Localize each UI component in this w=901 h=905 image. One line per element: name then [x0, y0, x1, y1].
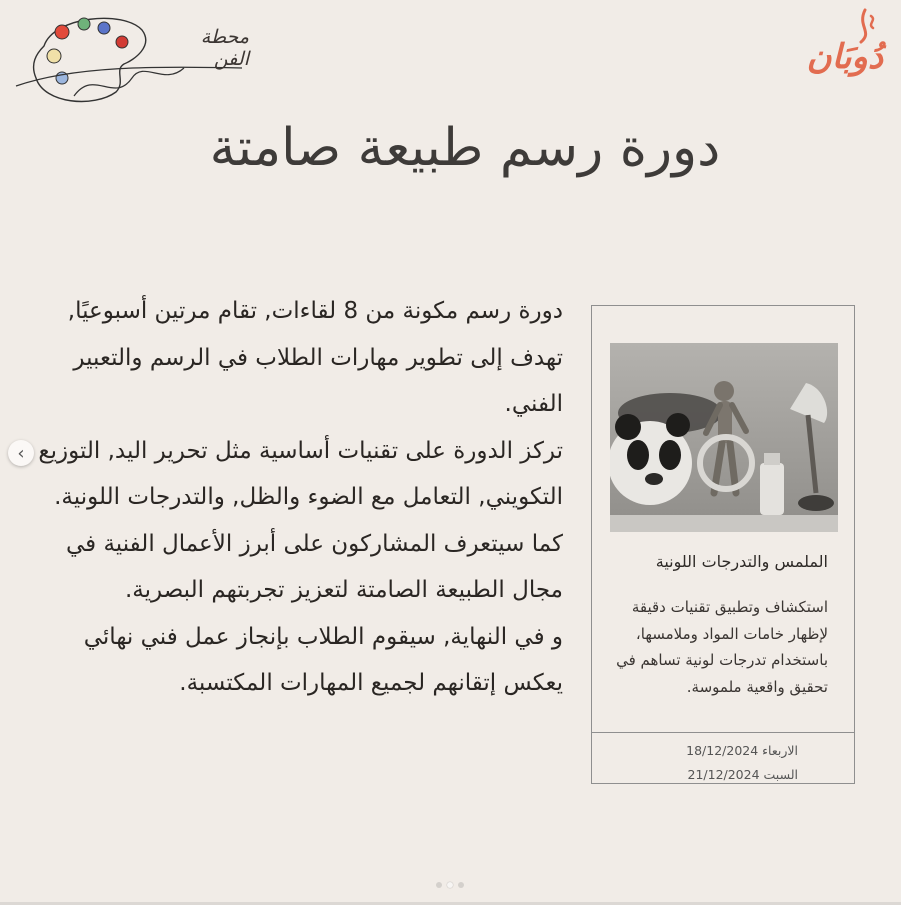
description-paragraph: و في النهاية, سيقوم الطلاب بإنجاز عمل فني نهائي يعكس إتقانهم لجميع المهارات المكتسبة. [83, 623, 563, 696]
page-title: دورة رسم طبيعة صامتة [209, 118, 721, 178]
chevron-left-icon: ‹ [17, 442, 25, 464]
still-life-image [610, 343, 838, 532]
session-date: الاربعاء 18/12/2024 [686, 743, 798, 758]
session-description: استكشاف وتطبيق تقنيات دقيقة لإظهار خامات المواد وملامسها، باستخدام تدرجات لونية تساهم في تحقيق واقعية ملموسة. [616, 598, 828, 696]
still-life-drawing [610, 343, 838, 532]
session-date: السبت 21/12/2024 [687, 767, 798, 782]
session-title: الملمس والتدرجات اللونية [655, 552, 828, 571]
session-card [591, 305, 855, 784]
carousel-dot[interactable] [436, 882, 442, 888]
carousel-dot[interactable] [458, 882, 464, 888]
art-station-logo [14, 8, 249, 120]
description-paragraph: تركز الدورة على تقنيات أساسية مثل تحرير اليد, التوزيع التكويني, التعامل مع الضوء والظل, والتدرجات اللونية. [38, 437, 563, 510]
dooban-logo-text: دُوبَان [806, 37, 883, 77]
description-paragraph: دورة رسم مكونة من 8 لقاءات, تقام مرتين أسبوعيًا, تهدف إلى تطوير مهارات الطلاب في الرسم والتعبير الفني. [67, 298, 563, 417]
carousel-indicator [436, 882, 464, 888]
dooban-logo [807, 6, 887, 118]
carousel-dot-active[interactable] [447, 882, 453, 888]
description-paragraph: كما سيتعرف المشاركون على أبرز الأعمال الفنية في مجال الطبيعة الصامتة لتعزيز تجربتهم البصرية. [65, 530, 563, 603]
art-station-logo-text: محطة الفن [200, 26, 249, 70]
card-divider [592, 732, 854, 733]
course-description [18, 288, 563, 707]
